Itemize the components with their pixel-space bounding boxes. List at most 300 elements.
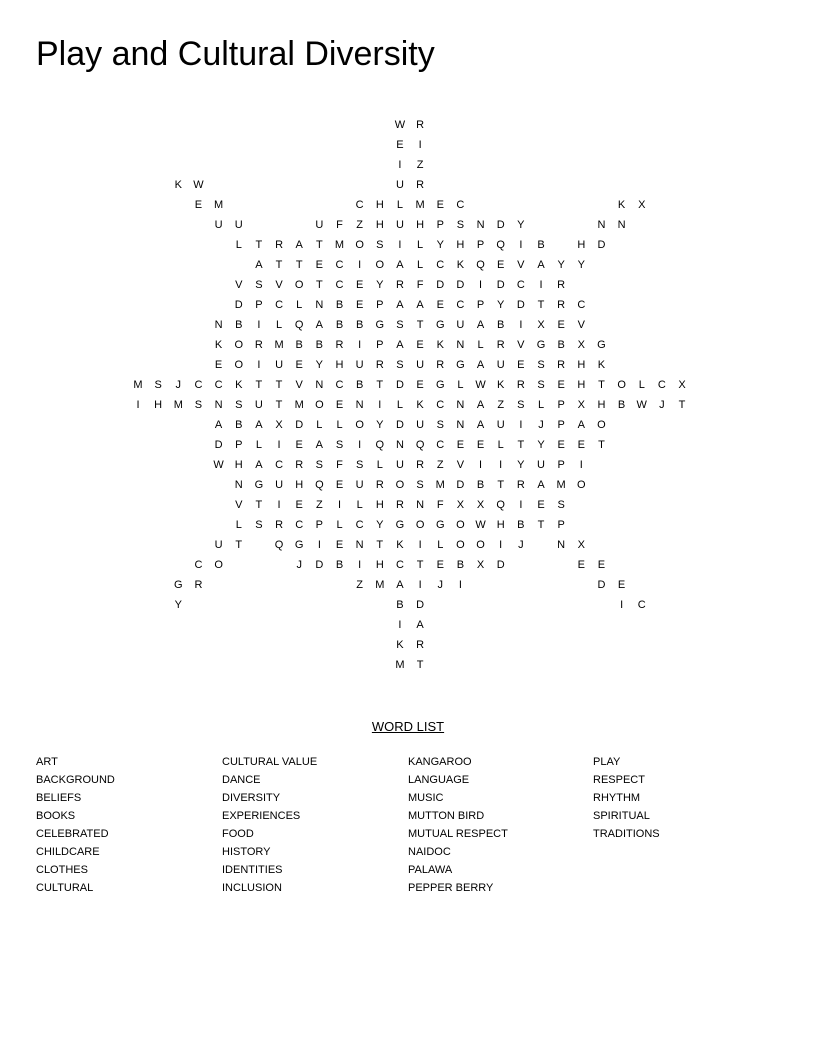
grid-letter: C: [577, 299, 586, 311]
grid-letter: D: [395, 379, 404, 391]
grid-letter: L: [235, 519, 242, 531]
grid-letter: I: [378, 399, 382, 411]
grid-letter: C: [637, 599, 646, 611]
grid-letter: Y: [376, 279, 384, 291]
grid-letter: B: [315, 339, 324, 351]
grid-letter: E: [436, 199, 444, 211]
grid-letter: Y: [376, 519, 384, 531]
grid-letter: D: [315, 559, 324, 571]
word-list-item: CULTURAL: [36, 882, 94, 894]
grid-letter: L: [336, 419, 343, 431]
grid-letter: S: [154, 379, 162, 391]
grid-letter: C: [436, 399, 445, 411]
grid-letter: U: [395, 459, 404, 471]
grid-letter: O: [395, 479, 405, 491]
grid-letter: W: [394, 119, 406, 131]
grid-letter: B: [396, 599, 404, 611]
grid-letter: A: [476, 359, 485, 371]
word-list: [36, 753, 796, 903]
grid-letter: S: [315, 459, 324, 471]
grid-letter: O: [375, 259, 385, 271]
grid-letter: U: [456, 319, 465, 331]
grid-letter: U: [416, 419, 425, 431]
grid-letter: W: [475, 379, 486, 391]
grid-letter: X: [678, 379, 686, 391]
grid-letter: E: [436, 559, 444, 571]
grid-letter: C: [456, 199, 465, 211]
grid-letter: C: [395, 559, 404, 571]
grid-letter: B: [517, 519, 525, 531]
grid-letter: C: [436, 439, 445, 451]
grid-letter: E: [335, 539, 344, 551]
grid-letter: A: [214, 419, 223, 431]
grid-letter: N: [416, 499, 425, 511]
grid-letter: C: [355, 199, 364, 211]
grid-letter: X: [577, 339, 585, 351]
grid-letter: I: [539, 279, 543, 291]
grid-letter: I: [317, 539, 321, 551]
grid-letter: I: [358, 439, 362, 451]
grid-letter: B: [335, 319, 344, 331]
grid-letter: B: [456, 559, 465, 571]
grid-letter: W: [636, 399, 647, 411]
grid-letter: Y: [436, 239, 444, 251]
word-list-item: HISTORY: [222, 846, 271, 858]
grid-letter: B: [617, 399, 626, 411]
grid-letter: G: [375, 319, 385, 331]
word-list-item: PLAY: [593, 756, 621, 768]
grid-letter: M: [556, 479, 566, 491]
grid-letter: D: [436, 279, 445, 291]
grid-letter: K: [396, 639, 404, 651]
grid-letter: C: [194, 559, 203, 571]
grid-letter: T: [598, 439, 605, 451]
grid-letter: N: [315, 299, 324, 311]
grid-letter: U: [416, 359, 425, 371]
grid-letter: R: [395, 279, 404, 291]
word-list-column: [222, 753, 402, 897]
grid-letter: Q: [496, 499, 505, 511]
grid-letter: R: [557, 359, 566, 371]
grid-letter: N: [557, 539, 566, 551]
grid-letter: T: [537, 519, 545, 531]
grid-letter: S: [396, 359, 404, 371]
grid-letter: E: [577, 559, 585, 571]
grid-letter: Q: [496, 239, 505, 251]
grid-letter: L: [497, 439, 504, 451]
grid-letter: D: [214, 439, 223, 451]
grid-letter: E: [295, 499, 303, 511]
grid-letter: C: [436, 259, 445, 271]
grid-letter: U: [355, 479, 364, 491]
grid-letter: T: [295, 259, 303, 271]
grid-letter: D: [456, 279, 465, 291]
grid-letter: A: [396, 339, 404, 351]
word-list-column: [593, 753, 773, 843]
grid-letter: M: [334, 239, 345, 251]
grid-letter: E: [416, 379, 424, 391]
grid-letter: A: [396, 579, 404, 591]
grid-letter: F: [336, 219, 343, 231]
grid-letter: M: [375, 579, 385, 591]
grid-letter: O: [294, 279, 304, 291]
grid-letter: X: [476, 499, 485, 511]
grid-letter: S: [517, 399, 525, 411]
grid-letter: I: [257, 359, 261, 371]
grid-letter: F: [336, 459, 343, 471]
grid-letter: D: [456, 479, 465, 491]
grid-letter: Z: [356, 579, 363, 591]
grid-letter: T: [255, 379, 263, 391]
grid-letter: R: [375, 479, 384, 491]
grid-letter: G: [536, 339, 546, 351]
grid-letter: J: [296, 559, 302, 571]
grid-letter: L: [396, 199, 403, 211]
grid-letter: Q: [274, 539, 284, 551]
word-list-item: PALAWA: [408, 864, 453, 876]
grid-letter: O: [214, 559, 223, 571]
grid-letter: Z: [315, 499, 323, 511]
page-title: Play and Cultural Diversity: [36, 35, 435, 73]
grid-letter: A: [476, 399, 485, 411]
grid-letter: X: [275, 419, 283, 431]
grid-letter: H: [295, 479, 304, 491]
grid-letter: P: [557, 459, 565, 471]
grid-letter: N: [456, 339, 465, 351]
grid-letter: I: [358, 559, 362, 571]
grid-letter: E: [456, 439, 465, 451]
grid-letter: O: [355, 419, 364, 431]
grid-letter: V: [577, 319, 585, 331]
grid-letter: L: [437, 539, 444, 551]
word-list-item: SPIRITUAL: [593, 810, 650, 822]
grid-letter: R: [416, 119, 425, 131]
grid-letter: X: [638, 199, 646, 211]
grid-letter: R: [416, 639, 425, 651]
grid-letter: U: [395, 179, 404, 191]
grid-letter: N: [476, 219, 485, 231]
grid-letter: K: [214, 339, 223, 351]
grid-letter: D: [395, 419, 404, 431]
grid-letter: R: [557, 279, 566, 291]
grid-letter: M: [274, 339, 284, 351]
grid-letter: A: [255, 259, 263, 271]
grid-letter: D: [496, 219, 505, 231]
grid-letter: M: [435, 479, 445, 491]
grid-letter: Q: [375, 439, 385, 451]
grid-letter: O: [577, 479, 586, 491]
grid-letter: L: [396, 399, 403, 411]
grid-letter: V: [235, 499, 243, 511]
grid-letter: V: [275, 279, 283, 291]
grid-letter: S: [537, 379, 545, 391]
grid-letter: O: [315, 399, 324, 411]
grid-letter: R: [516, 479, 525, 491]
grid-letter: I: [398, 619, 402, 631]
grid-letter: S: [557, 499, 565, 511]
word-list-item: CULTURAL VALUE: [222, 756, 318, 768]
word-list-column: [36, 753, 216, 897]
grid-letter: U: [496, 419, 505, 431]
grid-letter: J: [437, 579, 443, 591]
grid-letter: H: [375, 199, 384, 211]
grid-letter: I: [579, 459, 583, 471]
grid-letter: C: [335, 279, 344, 291]
grid-letter: G: [435, 319, 445, 331]
grid-letter: E: [517, 359, 525, 371]
grid-letter: H: [375, 499, 384, 511]
grid-letter: H: [577, 359, 586, 371]
grid-letter: S: [255, 279, 263, 291]
grid-letter: E: [476, 439, 485, 451]
grid-letter: F: [436, 499, 444, 511]
grid-letter: I: [620, 599, 624, 611]
grid-letter: T: [315, 279, 323, 291]
grid-letter: G: [395, 519, 405, 531]
grid-letter: X: [456, 499, 465, 511]
grid-letter: E: [315, 259, 324, 271]
word-list-item: LANGUAGE: [408, 774, 470, 786]
grid-letter: X: [577, 399, 585, 411]
grid-letter: E: [537, 499, 545, 511]
grid-letter: D: [416, 599, 425, 611]
grid-letter: B: [235, 319, 243, 331]
grid-letter: E: [617, 579, 626, 591]
grid-letter: I: [136, 399, 140, 411]
grid-letter: B: [557, 339, 565, 351]
grid-letter: K: [416, 399, 424, 411]
grid-letter: Y: [497, 299, 505, 311]
grid-letter: G: [597, 339, 606, 351]
grid-letter: E: [436, 299, 444, 311]
grid-letter: P: [476, 239, 485, 251]
grid-letter: R: [295, 459, 304, 471]
grid-letter: I: [257, 319, 261, 331]
grid-letter: L: [537, 399, 545, 411]
grid-letter: S: [255, 519, 263, 531]
word-list-item: ART: [36, 756, 58, 768]
grid-letter: T: [678, 399, 686, 411]
grid-letter: A: [577, 419, 585, 431]
grid-letter: Z: [416, 159, 424, 171]
grid-letter: B: [537, 239, 545, 251]
grid-letter: A: [396, 259, 404, 271]
grid-letter: N: [355, 399, 364, 411]
grid-letter: T: [416, 319, 424, 331]
grid-letter: Y: [537, 439, 545, 451]
grid-letter: S: [355, 459, 364, 471]
grid-letter: A: [255, 419, 263, 431]
grid-letter: U: [496, 359, 505, 371]
grid-letter: F: [416, 279, 424, 291]
grid-letter: C: [275, 459, 284, 471]
grid-letter: I: [499, 539, 503, 551]
grid-letter: I: [519, 319, 523, 331]
grid-letter: A: [295, 239, 303, 251]
grid-letter: I: [418, 579, 422, 591]
grid-letter: M: [173, 399, 183, 411]
grid-letter: R: [194, 579, 203, 591]
grid-letter: R: [416, 459, 425, 471]
word-list-item: BOOKS: [36, 810, 76, 822]
grid-letter: Z: [356, 219, 363, 231]
grid-letter: V: [295, 379, 303, 391]
grid-letter: N: [395, 439, 404, 451]
word-list-item: PEPPER BERRY: [408, 882, 494, 894]
grid-letter: O: [415, 519, 425, 531]
grid-letter: B: [335, 299, 344, 311]
grid-letter: T: [255, 239, 263, 251]
word-list-item: MUTUAL RESPECT: [408, 828, 508, 840]
grid-letter: C: [516, 279, 525, 291]
grid-letter: H: [577, 379, 586, 391]
grid-letter: N: [355, 539, 364, 551]
grid-letter: Y: [517, 219, 525, 231]
grid-letter: T: [416, 659, 424, 671]
grid-letter: L: [296, 299, 303, 311]
grid-letter: N: [234, 479, 243, 491]
grid-letter: E: [557, 439, 565, 451]
grid-letter: T: [497, 479, 505, 491]
grid-letter: E: [557, 319, 565, 331]
grid-letter: C: [335, 379, 344, 391]
grid-letter: Y: [577, 259, 585, 271]
grid-letter: L: [457, 379, 464, 391]
grid-letter: T: [376, 539, 384, 551]
grid-letter: E: [355, 279, 364, 291]
grid-letter: M: [415, 199, 425, 211]
grid-letter: Y: [517, 459, 525, 471]
word-list-item: IDENTITIES: [222, 864, 283, 876]
grid-letter: U: [214, 539, 223, 551]
grid-letter: T: [275, 379, 283, 391]
grid-letter: O: [617, 379, 626, 391]
grid-letter: K: [456, 259, 465, 271]
grid-letter: S: [416, 479, 424, 491]
grid-letter: U: [275, 479, 284, 491]
grid-letter: C: [335, 259, 344, 271]
grid-letter: I: [479, 279, 483, 291]
grid-letter: L: [235, 239, 242, 251]
word-list-item: DIVERSITY: [222, 792, 281, 804]
grid-letter: D: [295, 419, 304, 431]
word-list-item: EXPERIENCES: [222, 810, 301, 822]
grid-letter: U: [315, 219, 324, 231]
grid-letter: T: [537, 299, 545, 311]
grid-letter: A: [416, 299, 424, 311]
grid-letter: A: [476, 319, 485, 331]
grid-letter: Q: [415, 439, 425, 451]
grid-letter: E: [295, 359, 303, 371]
word-list-item: BACKGROUND: [36, 774, 115, 786]
grid-letter: R: [496, 339, 505, 351]
grid-letter: Q: [476, 259, 485, 271]
grid-letter: K: [597, 359, 606, 371]
grid-letter: A: [315, 319, 324, 331]
grid-letter: H: [597, 399, 606, 411]
grid-letter: K: [174, 179, 182, 191]
grid-letter: O: [234, 359, 244, 371]
grid-letter: I: [277, 439, 281, 451]
grid-letter: S: [436, 419, 444, 431]
grid-letter: J: [659, 399, 665, 411]
grid-letter: Y: [315, 359, 324, 371]
grid-letter: M: [294, 399, 304, 411]
grid-letter: A: [537, 259, 545, 271]
word-list-item: MUSIC: [408, 792, 444, 804]
grid-letter: E: [295, 439, 303, 451]
grid-letter: E: [194, 199, 203, 211]
grid-letter: I: [398, 159, 402, 171]
grid-letter: O: [597, 419, 606, 431]
grid-letter: A: [255, 459, 263, 471]
grid-letter: C: [456, 299, 465, 311]
word-list-item: CELEBRATED: [36, 828, 109, 840]
grid-letter: G: [174, 579, 183, 591]
grid-letter: G: [435, 519, 445, 531]
grid-letter: U: [254, 399, 263, 411]
word-list-item: KANGAROO: [408, 756, 472, 768]
grid-letter: K: [396, 539, 404, 551]
grid-letter: S: [396, 319, 404, 331]
grid-letter: M: [214, 199, 224, 211]
grid-letter: Z: [497, 399, 505, 411]
grid-letter: E: [497, 259, 505, 271]
grid-letter: T: [416, 559, 424, 571]
grid-letter: R: [275, 239, 284, 251]
grid-letter: Y: [174, 599, 182, 611]
word-list-item: MUTTON BIRD: [408, 810, 485, 822]
grid-letter: I: [479, 459, 483, 471]
grid-letter: E: [557, 379, 565, 391]
grid-letter: J: [538, 419, 544, 431]
grid-letter: T: [275, 399, 283, 411]
grid-letter: A: [537, 479, 545, 491]
word-list-heading: WORD LIST: [371, 719, 445, 734]
grid-letter: L: [638, 379, 645, 391]
grid-letter: C: [657, 379, 666, 391]
grid-letter: B: [355, 379, 364, 391]
grid-letter: W: [475, 519, 486, 531]
grid-letter: R: [375, 359, 384, 371]
grid-letter: U: [214, 219, 223, 231]
grid-letter: U: [234, 219, 243, 231]
grid-letter: C: [214, 379, 223, 391]
grid-letter: W: [213, 459, 224, 471]
grid-letter: D: [597, 239, 606, 251]
grid-letter: C: [194, 379, 203, 391]
grid-letter: P: [255, 299, 263, 311]
grid-letter: R: [275, 519, 284, 531]
grid-letter: N: [214, 319, 223, 331]
grid-letter: B: [476, 479, 485, 491]
grid-letter: S: [537, 359, 545, 371]
grid-letter: G: [456, 359, 465, 371]
grid-letter: H: [335, 359, 344, 371]
grid-letter: I: [337, 499, 342, 511]
grid-letter: V: [517, 259, 525, 271]
grid-letter: N: [597, 219, 606, 231]
grid-letter: I: [519, 419, 523, 431]
grid-letter: L: [356, 499, 363, 511]
grid-letter: L: [255, 439, 262, 451]
grid-letter: S: [456, 219, 465, 231]
grid-letter: Q: [294, 319, 304, 331]
grid-letter: O: [476, 539, 485, 551]
grid-letter: V: [517, 339, 525, 351]
grid-letter: C: [295, 519, 304, 531]
grid-letter: R: [416, 179, 425, 191]
